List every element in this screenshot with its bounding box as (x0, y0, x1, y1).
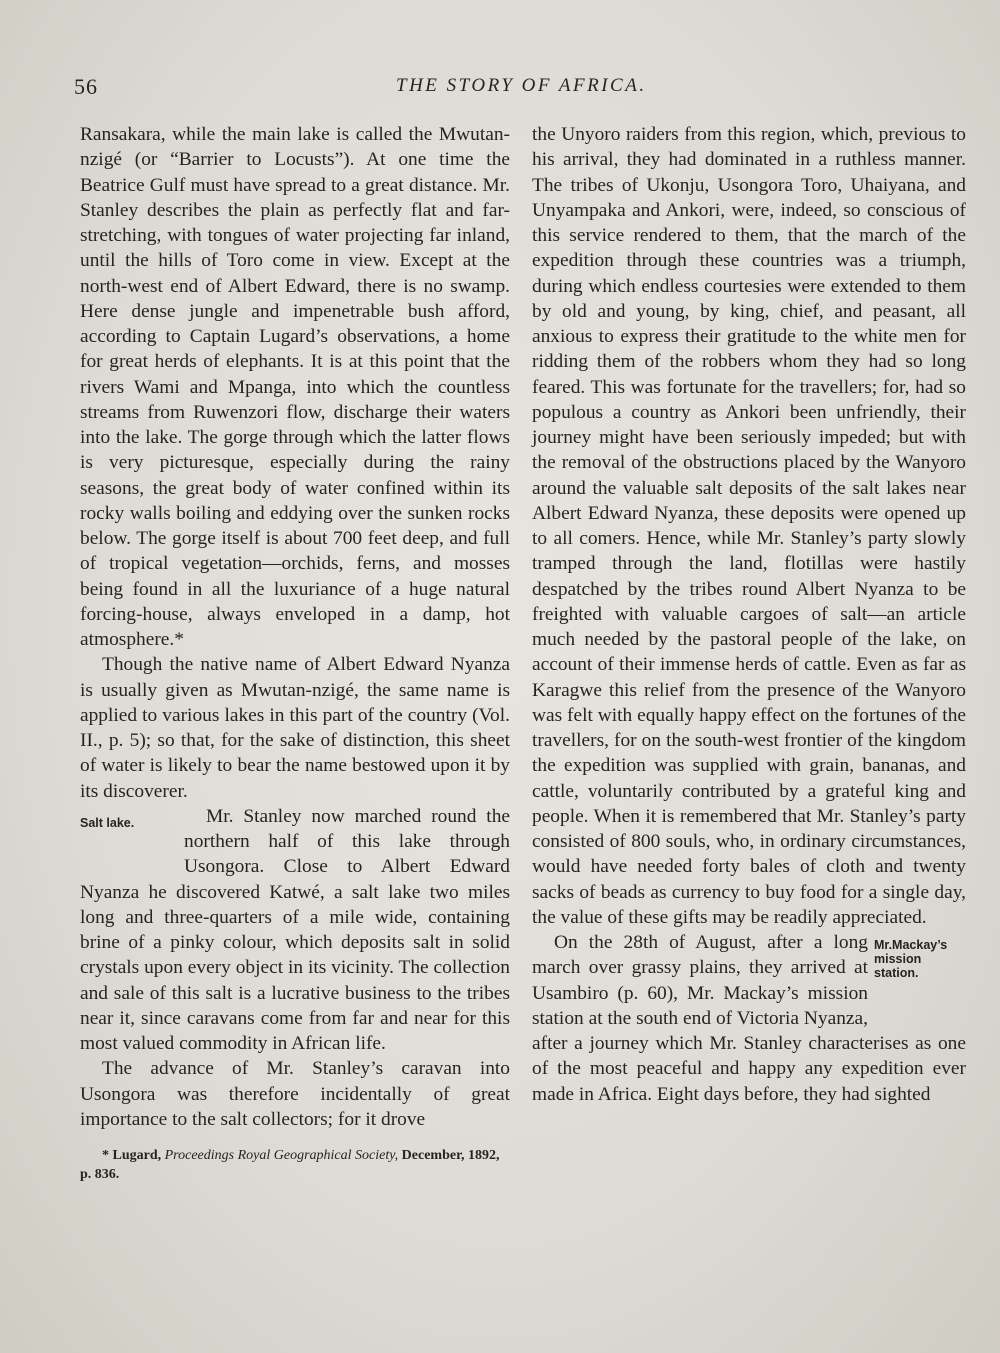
footnote (80, 1146, 510, 1184)
left-paragraph-3-text: Mr. Stanley now marched round the northern half of this lake through Usongora. Close to Albert Edward Nyanza he discovered Katwé, a salt lake two miles long and three-quarters of a mile wide, containing brine of a pinky colour, which deposits salt in solid crystals upon every object in its vicinity. The collection and sale of this salt is a lucrative business to the tribes near it, since caravans come from far and near for this most valued commodity in African life. (80, 805, 510, 1054)
left-paragraph-2: Though the native name of Albert Edward Nyanza is usually given as Mwutan-nzigé, the same name is applied to various lakes in this part of the country (Vol. II., p. 5); so that, for the sake of distinction, this sheet of water is likely to bear the name bestowed upon it by its discoverer. (80, 654, 510, 802)
right-paragraph-1: the Unyoro raiders from this region, which, previous to his arrival, they had dominated in a ruthless manner. The tribes of Ukonju, Usongora Toro, Uhaiyana, and Unyampaka and Ankori, were, indeed, so conscious of this service rendered to them, that the march of the expedition through these countries was a triumph, during which endless courtesies were extended to them by old and young, by king, chief, and peasant, all anxious to express their gratitude to the white men for ridding them of the robbers whom they had so long feared. This was fortunate for the travellers; for, had so populous a country as Ankori been unfriendly, their journey might have been seriously impeded; but with the removal of the obstructions placed by the Wanyoro around the valuable salt deposits of the salt lakes near Albert Edward Nyanza, these deposits were opened up to all comers. Hence, while Mr. Stanley’s party slowly tramped through the land, flotillas were hastily despatched by the tribes round Albert Nyanza to be freighted with valuable cargoes of salt—an article much needed by the pastoral people of the lake, on account of their immense herds of cattle. Even as far as Karagwe this relief from the presence of the Wanyoro was felt with equally happy effect on the fortunes of the travellers, for on the south-west frontier of the kingdom the expedition was supplied with grain, bananas, and cattle, voluntarily contributed by a grateful king and people. When it is remembered that Mr. Stanley’s party consisted of 800 souls, who, in ordinary circumstances, would have needed forty bales of cloth and twenty sacks of beads as currency to buy food for a single day, the value of these gifts may be readily appreciated. (532, 124, 966, 928)
page-number: 56 (74, 74, 98, 99)
footnote-mark: * (102, 1148, 109, 1163)
right-paragraph-2 (532, 930, 966, 1107)
left-paragraph-4: The advance of Mr. Stanley’s caravan into Usongora was therefore incidentally of great importance to the salt collectors; for it drove (80, 1058, 510, 1130)
left-paragraph-1: Ransakara, while the main lake is called the Mwutan-nzigé (or “Barrier to Locusts”). At one time the Beatrice Gulf must have spread to a great distance. Mr. Stanley describes the plain as perfectly flat and far-stretching, with tongues of water projecting far inland, until the hills of Toro come in view. Except at the north-west end of Albert Edward, there is no swamp. Here dense jungle and impenetrable bush afford, according to Captain Lugard’s observations, a home for great herds of elephants. It is at this point that the rivers Wami and Mpanga, into which the countless streams from Ruwenzori flow, discharge their waters into the lake. The gorge through which the latter flows is very picturesque, especially during the rainy seasons, the great body of water confined within its rocky walls boiling and eddying over the sunken rocks below. The gorge itself is about 700 feet deep, and full of tropical vegetation—orchids, ferns, and mosses being found in all the luxuriance of a huge natural forcing-house, always enveloped in a damp, hot atmosphere.* (80, 124, 510, 650)
running-title: THE STORY OF AFRICA. (396, 75, 647, 96)
right-paragraph-2-text: On the 28th of August, after a long march over grassy plains, they arrived at Usambiro (p. 60), Mr. Mackay’s mission station at the south end of Victoria Nyanza, after a journey which Mr. Stanley characterises as one of the most peaceful and happy any expedition ever made in Africa. Eight days before, they had sighted (532, 932, 966, 1105)
sidenote-mackay-mission: Mr.Mackay’s mission station. (874, 938, 948, 980)
footnote-date: December, 1892, p. 836. (80, 1148, 500, 1182)
left-column (80, 122, 510, 1184)
sidenote-salt-lake: Salt lake. (80, 815, 135, 830)
page-header (74, 74, 964, 104)
left-paragraph-3 (80, 804, 510, 1057)
right-column (532, 122, 966, 1107)
footnote-author: Lugard, (112, 1148, 162, 1163)
footnote-source: Proceedings Royal Geographical Society, (164, 1148, 399, 1163)
